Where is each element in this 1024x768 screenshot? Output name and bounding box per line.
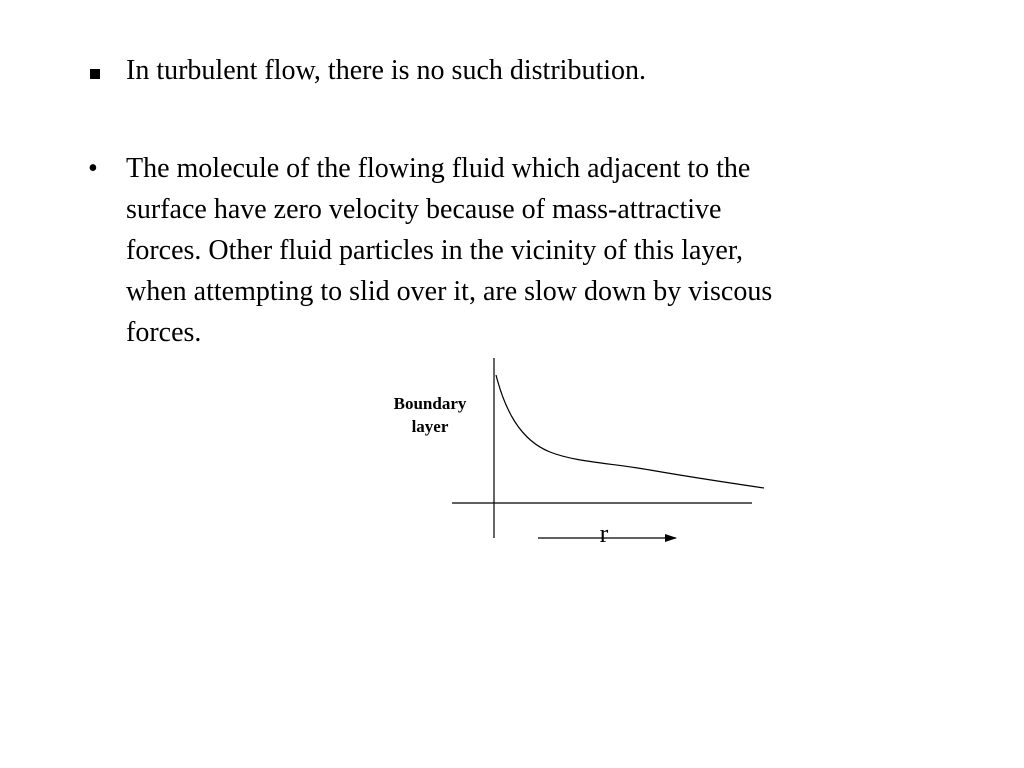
bullet-line: The molecule of the flowing fluid which adjacent to the: [126, 153, 751, 184]
boundary-layer-curve: [496, 375, 764, 488]
bullet-line: surface have zero velocity because of mass-attractive: [126, 194, 722, 225]
bullet-text: In turbulent flow, there is no such distribution.: [126, 55, 646, 86]
curve-label-line1: Boundary: [393, 394, 467, 413]
curve-label-line2: layer: [411, 417, 449, 436]
round-bullet-icon: •: [88, 153, 98, 184]
bullet-line: forces. Other fluid particles in the vicinity of this layer,: [126, 235, 744, 266]
bullet-line: when attempting to slid over it, are slow down by viscous: [126, 276, 773, 307]
bullet-line: forces.: [126, 317, 202, 348]
r-axis-label: r: [599, 519, 609, 548]
